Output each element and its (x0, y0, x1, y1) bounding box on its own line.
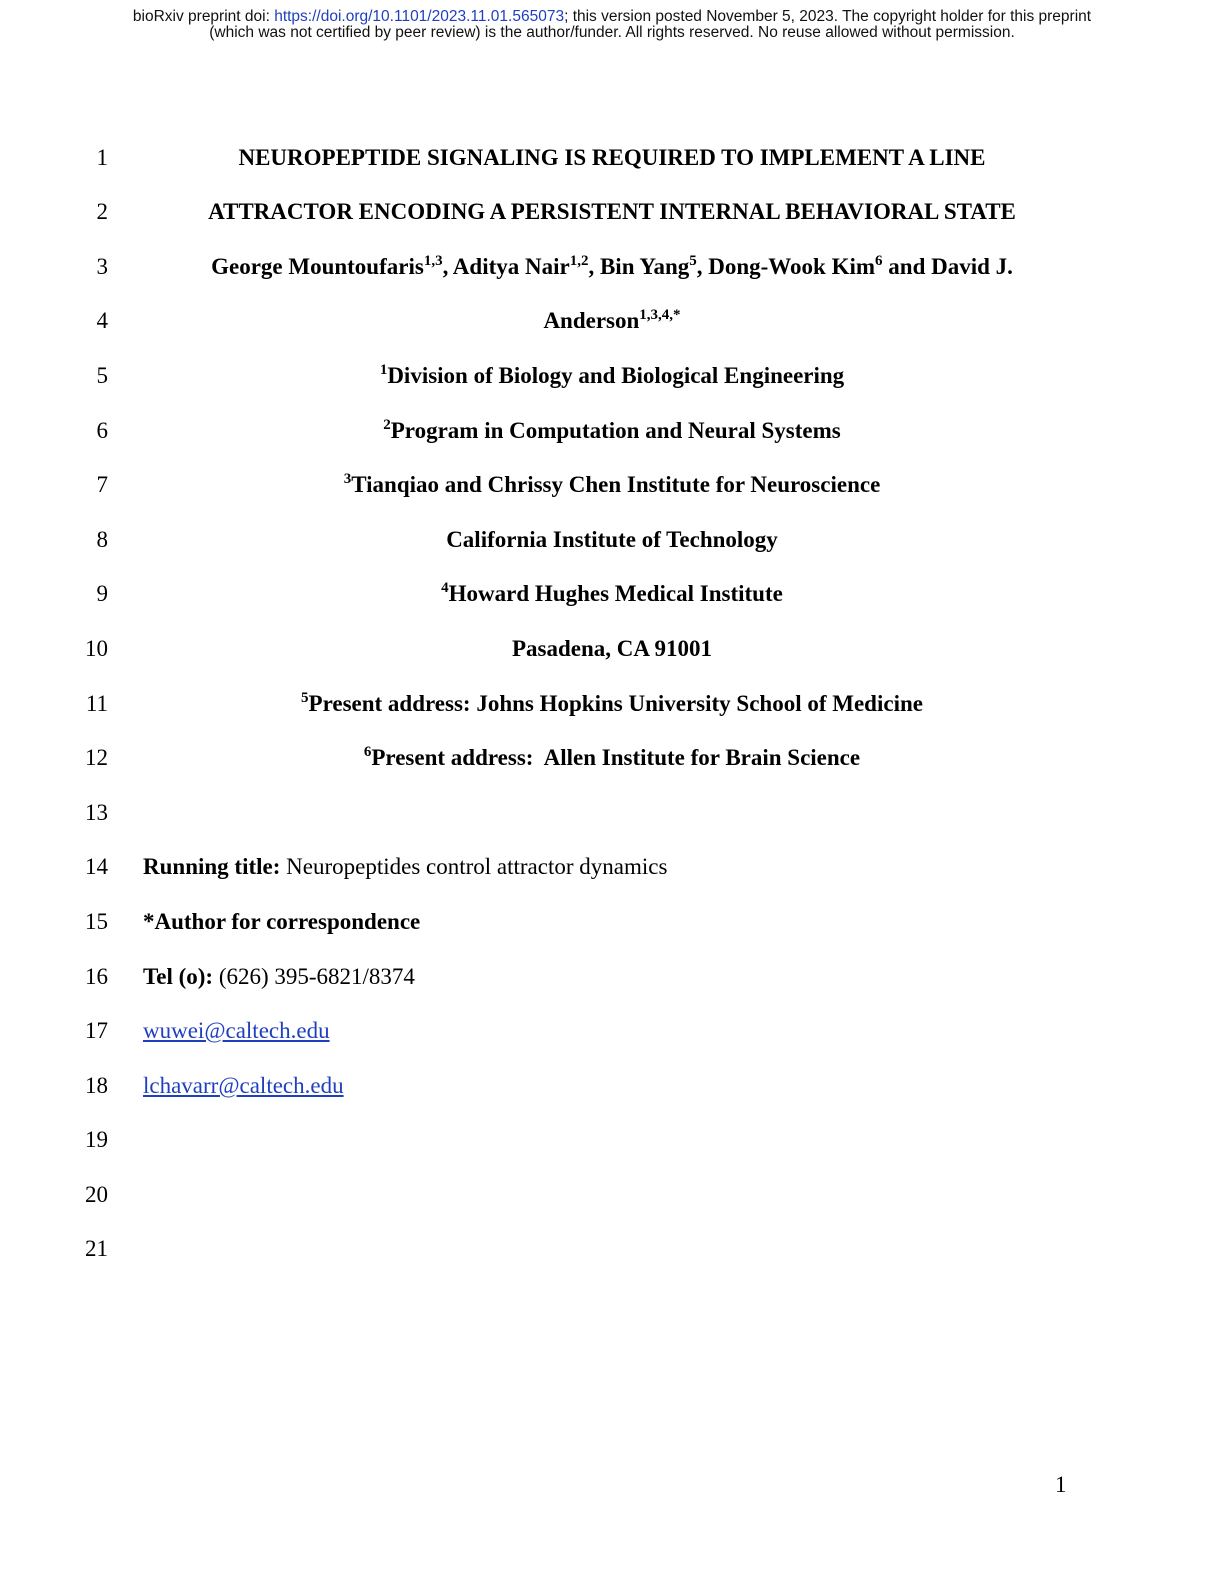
email-link[interactable]: wuwei@caltech.edu (143, 1018, 330, 1043)
line-number: 13 (85, 800, 108, 825)
author-list: George Mountoufaris$^{1,3}$, Aditya Nair$^{1,2}$, Bin Yang$^5$, Dong-Wook Kim$^6$ and David J. (211, 253, 1013, 279)
correspondence-label: *Author for correspondence (143, 909, 421, 934)
paper-title-line-1: NEUROPEPTIDE SIGNALING IS REQUIRED TO IMPLEMENT A LINE (238, 145, 986, 170)
line-number: 3 (96, 254, 108, 279)
author-list-continued (0, 308, 1224, 334)
author-name: Bin Yang (599, 254, 690, 279)
affiliation: $^5$Present address: Johns Hopkins University School of Medicine (301, 690, 923, 716)
line-number: 20 (85, 1182, 108, 1207)
affiliation: California Institute of Technology (446, 527, 778, 552)
author-name: Anderson (543, 308, 640, 333)
affiliation: Pasadena, CA 91001 (512, 636, 712, 661)
line-number: 12 (85, 745, 108, 770)
line-number: 5 (96, 363, 108, 388)
author-name: Aditya Nair (452, 254, 570, 279)
telephone-label: Tel (o): (143, 964, 214, 989)
line-number: 6 (96, 418, 108, 443)
header-line-1: bioRxiv preprint doi: https://doi.org/10.1101/2023.11.01.565073; this version posted November 5, 2023. The copyright holder for this preprint (132, 8, 1092, 25)
author-affiliation-marks: 1,3,4,* (639, 307, 681, 323)
line-number: 2 (96, 199, 108, 224)
line-number: 1 (96, 145, 108, 170)
line-number: 4 (96, 308, 108, 333)
line-number: 8 (96, 527, 108, 552)
author-affiliation-marks: 5 (689, 253, 697, 269)
affiliation: $^3$Tianqiao and Chrissy Chen Institute for Neuroscience (343, 471, 881, 497)
email-link[interactable]: lchavarr@caltech.edu (143, 1073, 344, 1098)
line-number: 10 (85, 636, 108, 661)
line-number: 19 (85, 1127, 108, 1152)
line-number: 16 (85, 964, 108, 989)
line-number: 18 (85, 1073, 108, 1098)
author-affiliation-marks: 6 (875, 253, 883, 269)
affiliation: $^2$Program in Computation and Neural Systems (383, 417, 841, 443)
email-line (143, 1018, 330, 1044)
running-title-label: Running title: (143, 854, 281, 879)
email-line (143, 1073, 344, 1099)
line-number: 11 (85, 691, 108, 716)
affiliation: $^6$Present address: Allen Institute for Brain Science (363, 744, 861, 770)
affiliation: $^4$Howard Hughes Medical Institute (441, 580, 783, 606)
author-name: George Mountoufaris (211, 254, 424, 279)
line-number: 17 (85, 1018, 108, 1043)
telephone-value: (626) 395-6821/8374 (213, 964, 415, 989)
author-affiliation-marks: 1,2 (569, 253, 589, 269)
preprint-header (0, 9, 1224, 41)
author-affiliation-marks: 1,3 (423, 253, 443, 269)
running-title-value: Neuropeptides control attractor dynamics (280, 854, 668, 879)
author-name: Dong-Wook Kim (708, 254, 876, 279)
line-number: 14 (85, 854, 108, 879)
affiliation: $^1$Division of Biology and Biological Engineering (379, 362, 845, 388)
line-number: 15 (85, 909, 108, 934)
line-number: 7 (96, 472, 108, 497)
line-number: 21 (85, 1236, 108, 1261)
header-line-2: (which was not certified by peer review) is the author/funder. All rights reserved. No reuse allowed without permission. (209, 24, 1015, 41)
line-number: 9 (96, 581, 108, 606)
doi-link[interactable]: https://doi.org/10.1101/2023.11.01.565073 (274, 8, 565, 25)
page-number: 1 (1055, 1472, 1067, 1497)
running-title (143, 854, 667, 880)
paper-title-line-2: ATTRACTOR ENCODING A PERSISTENT INTERNAL BEHAVIORAL STATE (208, 199, 1016, 224)
telephone (143, 964, 415, 990)
